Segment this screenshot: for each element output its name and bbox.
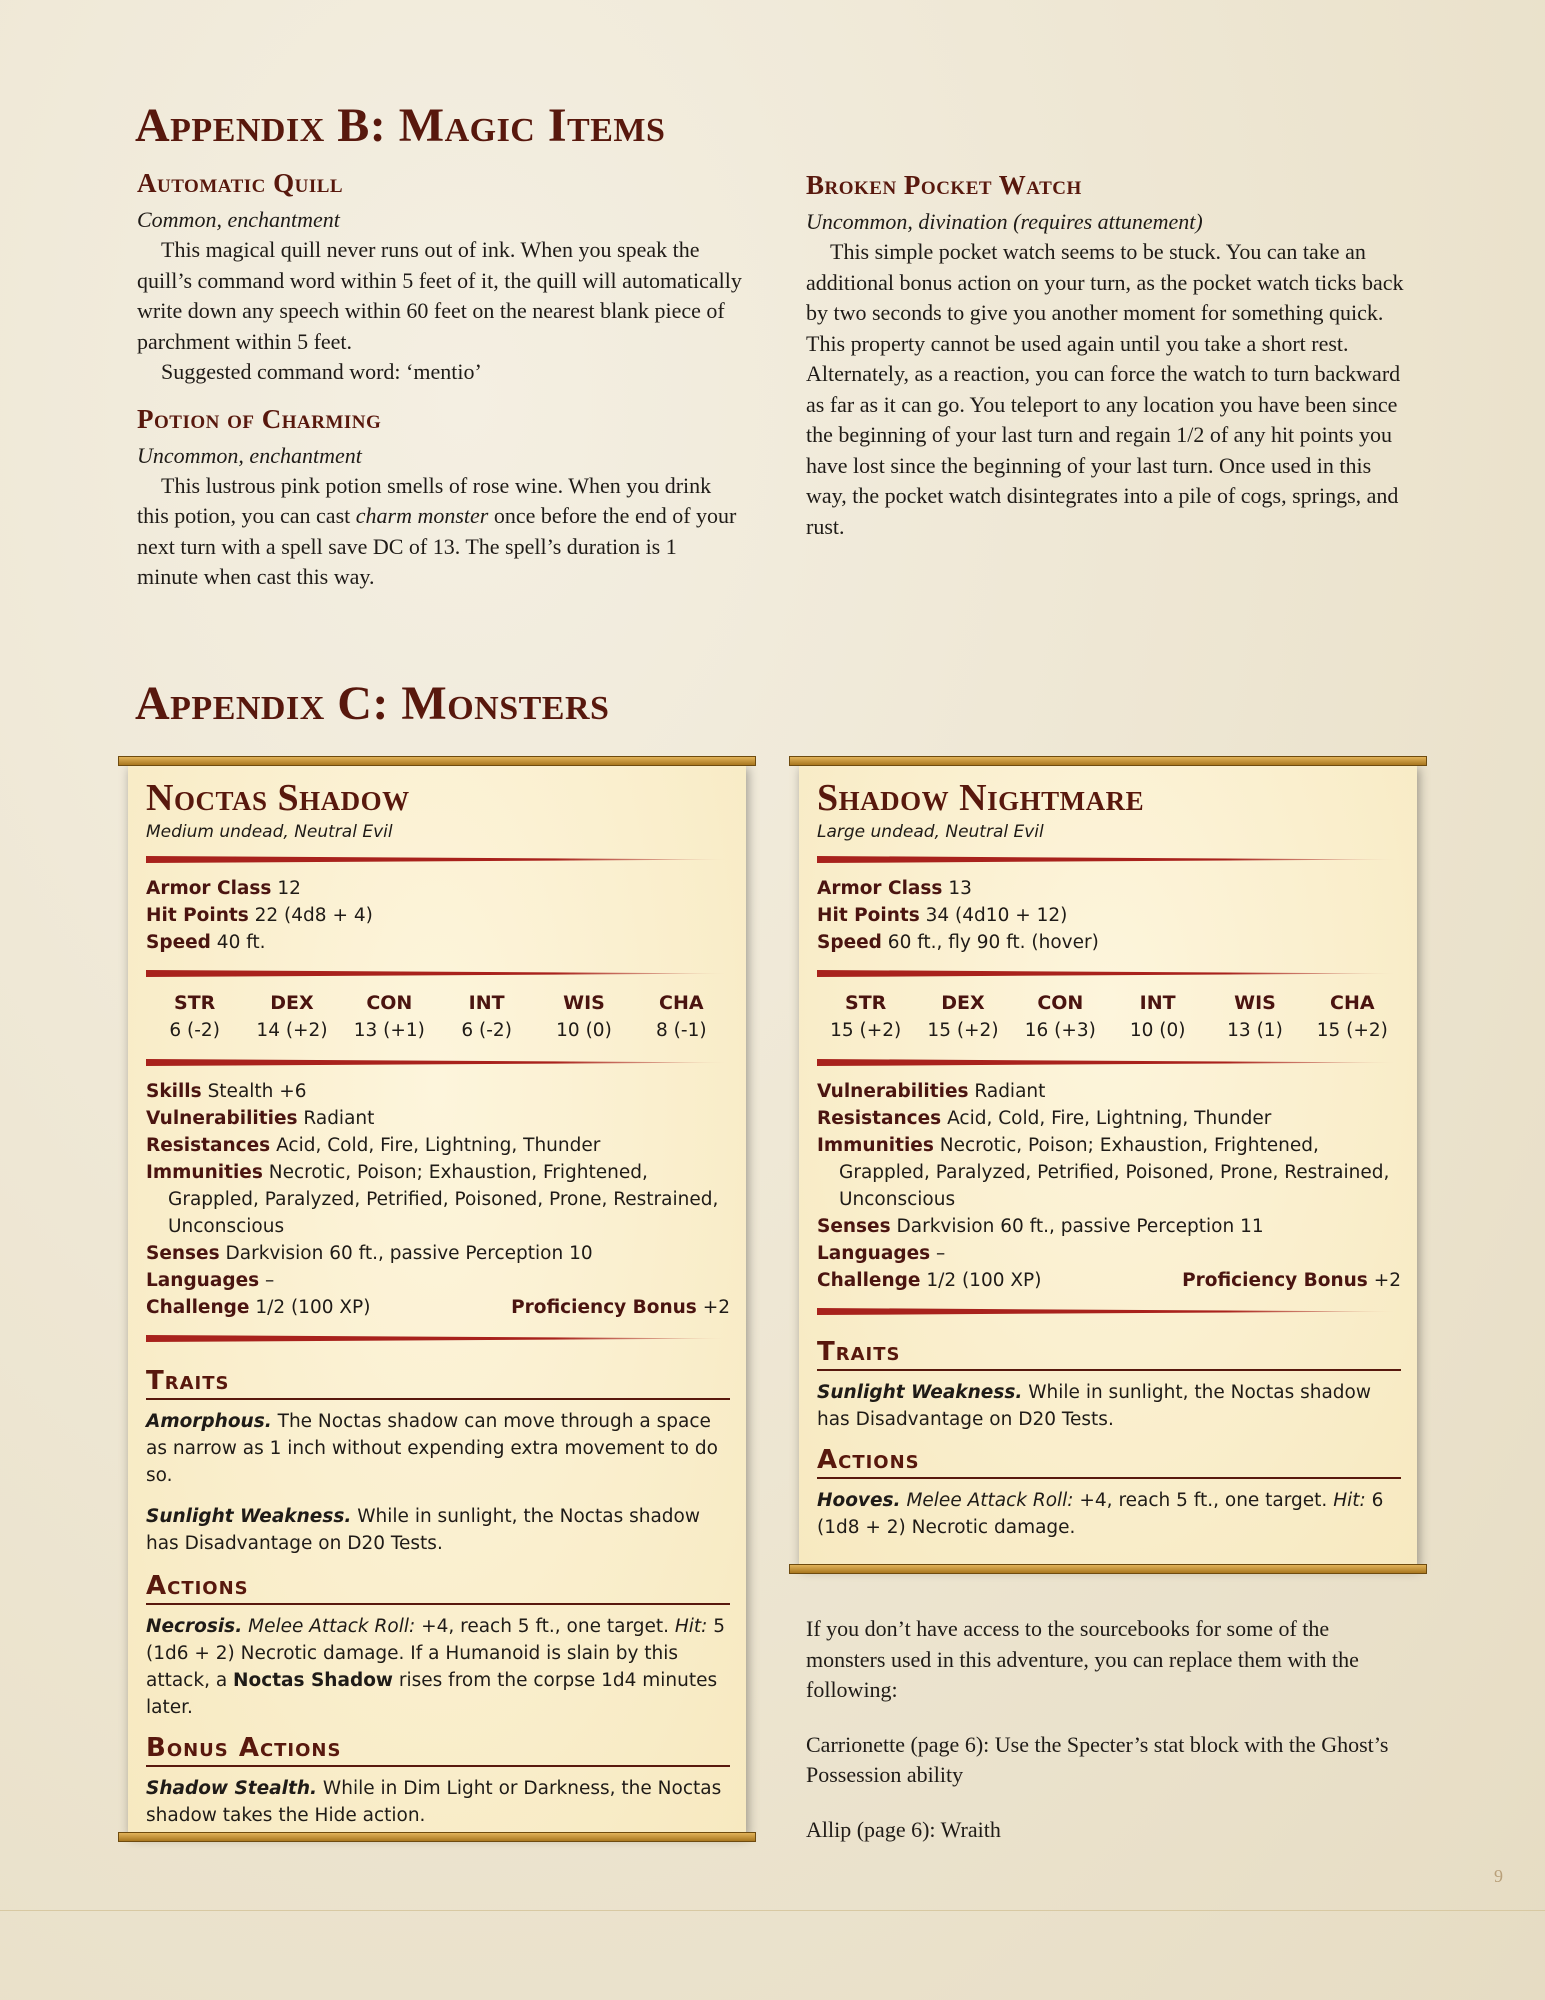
item-description: This simple pocket watch seems to be stuck. You can take an additional bonus action on your turn, as the pocket watch ticks back by two seconds to give you another moment for something quick. This property cannot be used again until you take a short rest. Alternately, as a reaction, you can force the watch to turn backward as far as it can go. You teleport to any location you have been since the beginning of your last turn and regain 1/2 of any hit points you have lost since the beginning of your last turn. Once used in this way, the pocket watch disintegrates into a pile of cogs, springs, and rust. xyxy=(806,239,1404,539)
ability-value: 15 (+2) xyxy=(830,1020,902,1041)
trait-amorphous: Amorphous. The Noctas shadow can move through a space as narrow as 1 inch without expending extra movement to do so. xyxy=(146,1411,718,1486)
divider xyxy=(817,856,1401,863)
ability-value: 10 (0) xyxy=(1129,1020,1186,1041)
trait-sunlight-weakness: Sunlight Weakness. While in sunlight, the Noctas shadow has Disadvantage on D20 Tests. xyxy=(817,1382,1371,1430)
ability-scores xyxy=(817,989,1401,1045)
trait-sunlight-weakness: Sunlight Weakness. While in sunlight, the Noctas shadow has Disadvantage on D20 Tests. xyxy=(146,1506,700,1554)
replacement-allip: Allip (page 6): Wraith xyxy=(806,1816,1001,1842)
divider xyxy=(146,1059,730,1066)
ability-header: DEX xyxy=(941,992,985,1014)
section-traits: Traits xyxy=(817,1335,1401,1371)
statblock-shadow-nightmare xyxy=(799,764,1417,1566)
divider xyxy=(146,970,730,977)
resistances: Resistances Acid, Cold, Fire, Lightning, Thunder xyxy=(817,1108,1272,1129)
scroll-bar-bottom xyxy=(118,1832,756,1842)
languages: Languages – xyxy=(817,1243,946,1264)
ability-value: 13 (+1) xyxy=(353,1020,425,1041)
item-meta: Uncommon, enchantment xyxy=(137,442,362,468)
challenge: Challenge 1/2 (100 XP) xyxy=(817,1270,1042,1291)
spell-name: charm monster xyxy=(355,503,489,528)
speed: Speed 40 ft. xyxy=(146,932,266,953)
challenge: Challenge 1/2 (100 XP) xyxy=(146,1297,371,1318)
ability-header: INT xyxy=(468,992,505,1014)
item-title-automatic-quill: Automatic Quill xyxy=(137,168,344,198)
replacement-intro: If you don’t have access to the sourcebooks for some of the monsters used in this adventure, you can replace them with the following: xyxy=(806,1616,1359,1702)
challenge-row xyxy=(817,1267,1401,1294)
scroll-bar-top xyxy=(118,756,756,766)
ability-scores xyxy=(146,989,730,1045)
footer-ornament xyxy=(0,1910,1545,1911)
section-bonus-actions: Bonus Actions xyxy=(146,1731,730,1767)
ability-header: CON xyxy=(366,992,413,1014)
ability-value: 8 (-1) xyxy=(656,1020,707,1041)
replacement-notes xyxy=(806,1614,1411,1845)
ability-value: 15 (+2) xyxy=(1316,1020,1388,1041)
ability-header: INT xyxy=(1139,992,1176,1014)
monster-name: Shadow Nightmare xyxy=(817,777,1145,819)
ability-header: STR xyxy=(845,992,887,1014)
item-title-broken-pocket-watch: Broken Pocket Watch xyxy=(806,170,1082,200)
item-title-potion-of-charming: Potion of Charming xyxy=(137,403,382,434)
speed: Speed 60 ft., fly 90 ft. (hover) xyxy=(817,932,1099,953)
item-description: This magical quill never runs out of ink. When you speak the quill’s command word within 5 feet of it, the quill will automatically write down any speech within 60 feet on the nearest blank piece of parchment within 5 feet. xyxy=(137,237,742,354)
vulnerabilities: Vulnerabilities Radiant xyxy=(817,1081,1046,1102)
item-meta: Common, enchantment xyxy=(137,207,340,232)
senses: Senses Darkvision 60 ft., passive Perception 10 xyxy=(146,1243,593,1264)
divider xyxy=(146,1335,730,1342)
item-note: Suggested command word: ‘mentio’ xyxy=(161,359,482,384)
item-meta: Uncommon, divination (requires attunement) xyxy=(806,209,1203,234)
hit-points: Hit Points 22 (4d8 + 4) xyxy=(146,905,373,926)
monster-type: Medium undead, Neutral Evil xyxy=(146,822,393,842)
armor-class: Armor Class 13 xyxy=(817,878,972,899)
divider xyxy=(817,970,1401,977)
right-column-items xyxy=(806,170,1411,542)
skills: Skills Stealth +6 xyxy=(146,1081,307,1102)
ability-value: 16 (+3) xyxy=(1024,1020,1096,1041)
item-description: This lustrous pink potion smells of rose wine. When you drink this potion, you can cast charm monster once before the end of your next turn with a spell save DC of 13. The spell’s duration is 1 minute when cast this way. xyxy=(137,472,737,589)
ability-header: CHA xyxy=(659,992,704,1014)
monster-name: Noctas Shadow xyxy=(146,777,410,819)
proficiency-bonus: Proficiency Bonus +2 xyxy=(511,1297,730,1318)
ability-value: 6 (-2) xyxy=(461,1020,512,1041)
immunities: Immunities Necrotic, Poison; Exhaustion, Frightened, Grappled, Paralyzed, Petrified, Poisoned, Prone, Restrained, Unconscious xyxy=(817,1135,1390,1210)
section-traits: Traits xyxy=(146,1364,730,1400)
replacement-carrionette: Carrionette (page 6): Use the Specter’s stat block with the Ghost’s Possession ability xyxy=(806,1731,1389,1787)
hit-points: Hit Points 34 (4d10 + 12) xyxy=(817,905,1068,926)
senses: Senses Darkvision 60 ft., passive Perception 11 xyxy=(817,1216,1264,1237)
appendix-b-title: Appendix B: Magic Items xyxy=(135,99,666,152)
action-hooves: Hooves. Melee Attack Roll: +4, reach 5 ft., one target. Hit: 6 (1d8 + 2) Necrotic damage. xyxy=(817,1490,1384,1538)
section-actions: Actions xyxy=(817,1443,1401,1479)
ability-value: 10 (0) xyxy=(556,1020,612,1041)
appendix-c-title: Appendix C: Monsters xyxy=(135,677,610,730)
scroll-bar-bottom xyxy=(789,1564,1427,1574)
page-number: 9 xyxy=(1494,1866,1503,1886)
armor-class: Armor Class 12 xyxy=(146,878,301,899)
divider xyxy=(146,856,730,863)
statblock-noctas-shadow xyxy=(128,764,746,1834)
ability-value: 6 (-2) xyxy=(169,1020,220,1041)
ability-header: DEX xyxy=(270,992,314,1014)
vulnerabilities: Vulnerabilities Radiant xyxy=(146,1108,375,1129)
ability-header: WIS xyxy=(563,992,605,1014)
action-necrosis: Necrosis. Melee Attack Roll: +4, reach 5 ft., one target. Hit: 5 (1d6 + 2) Necrotic damage. If a Humanoid is slain by this attack, a Noctas Shadow rises from the corpse 1d4 minutes later. xyxy=(146,1616,726,1718)
ability-value: 14 (+2) xyxy=(256,1020,328,1041)
challenge-row xyxy=(146,1294,730,1321)
ability-value: 13 (1) xyxy=(1227,1020,1283,1041)
ability-header: STR xyxy=(174,992,216,1014)
immunities: Immunities Necrotic, Poison; Exhaustion, Frightened, Grappled, Paralyzed, Petrified, Poisoned, Prone, Restrained, Unconscious xyxy=(146,1162,719,1237)
ability-header: CON xyxy=(1037,992,1084,1014)
ability-header: CHA xyxy=(1330,992,1375,1014)
scroll-bar-top xyxy=(789,756,1427,766)
monster-type: Large undead, Neutral Evil xyxy=(817,822,1044,842)
left-column-items xyxy=(137,168,742,593)
resistances: Resistances Acid, Cold, Fire, Lightning, Thunder xyxy=(146,1135,601,1156)
ability-header: WIS xyxy=(1234,992,1276,1014)
divider xyxy=(817,1308,1401,1315)
languages: Languages – xyxy=(146,1270,275,1291)
ability-value: 15 (+2) xyxy=(927,1020,999,1041)
proficiency-bonus: Proficiency Bonus +2 xyxy=(1182,1270,1401,1291)
divider xyxy=(817,1059,1401,1066)
section-actions: Actions xyxy=(146,1569,730,1605)
bonus-action-shadow-stealth: Shadow Stealth. While in Dim Light or Darkness, the Noctas shadow takes the Hide action. xyxy=(146,1778,722,1826)
